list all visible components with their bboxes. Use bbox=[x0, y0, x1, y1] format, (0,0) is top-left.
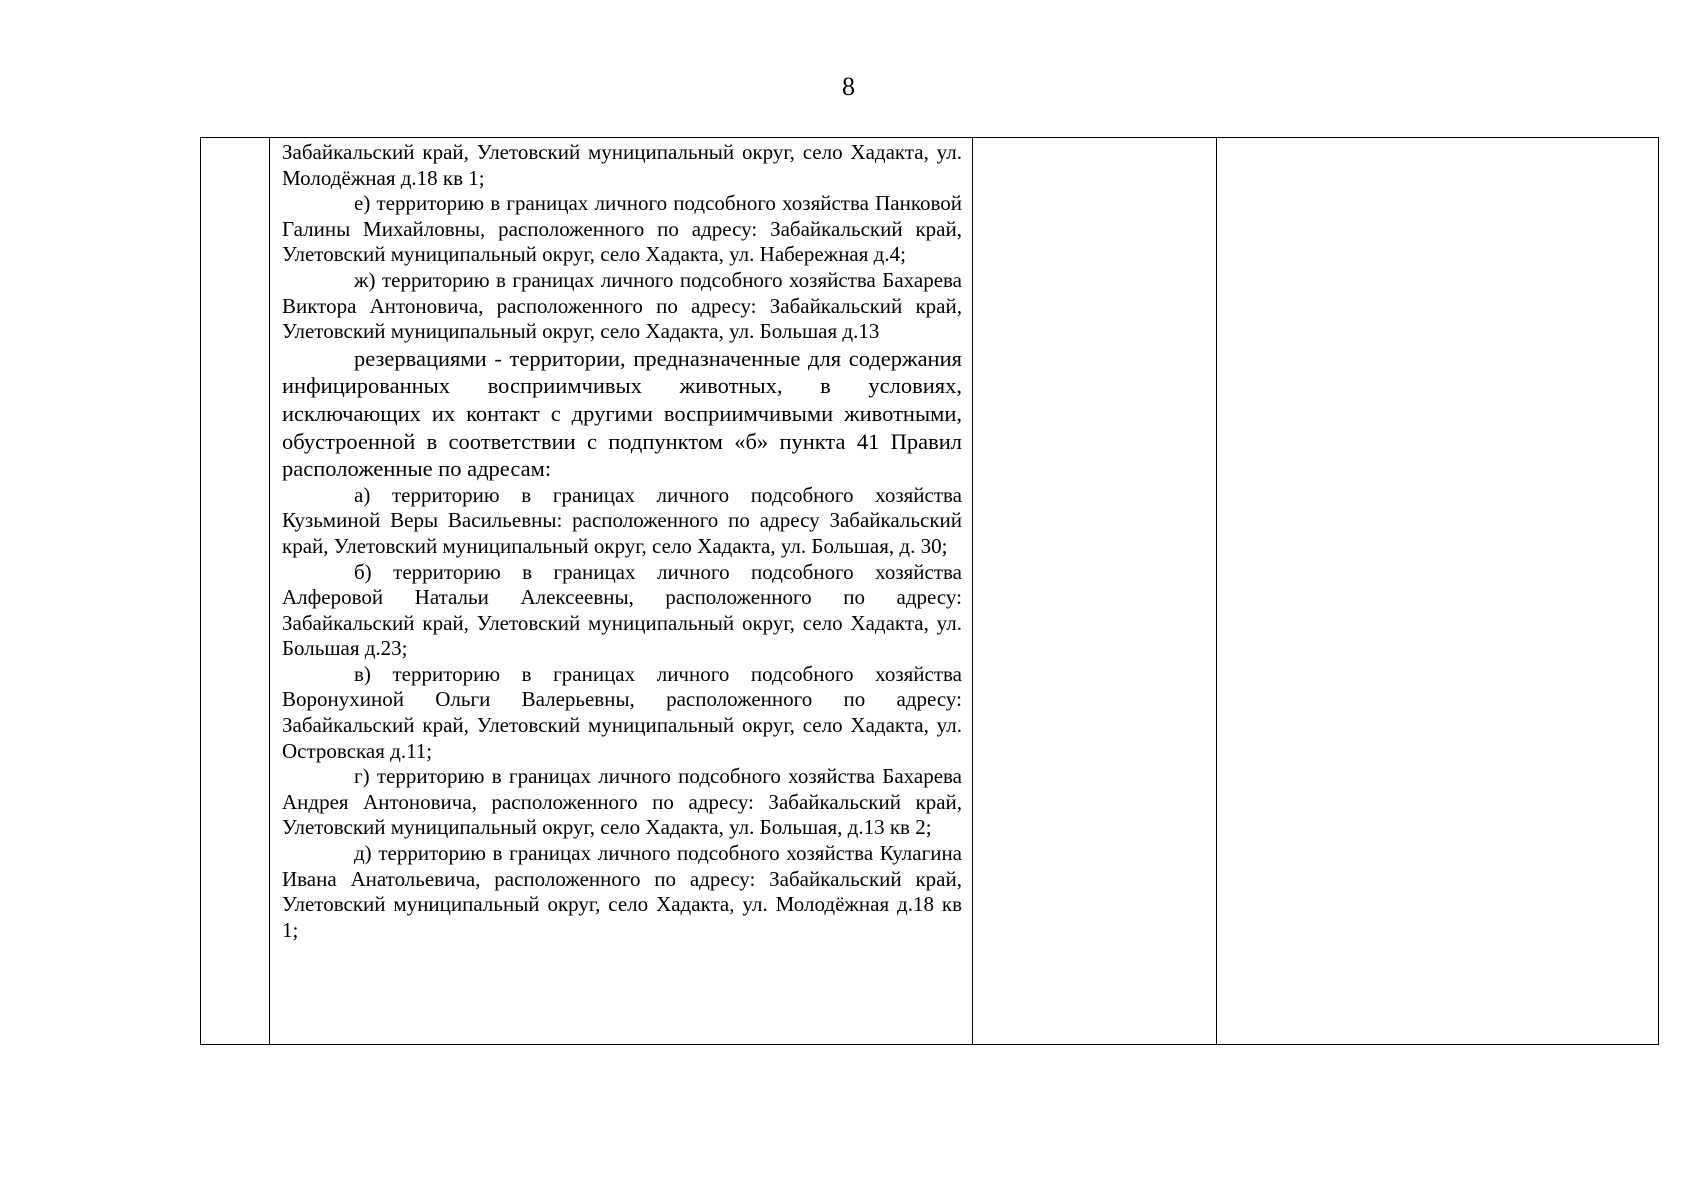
page-number: 8 bbox=[842, 72, 855, 101]
paragraph: ж) территорию в границах личного подсобного хозяйства Бахарева Виктора Антоновича, расположенного по адресу: Забайкальский край, Улетовский муниципальный округ, село Хадакта, ул. Большая д.13 bbox=[282, 267, 962, 344]
paragraph: е) территорию в границах личного подсобного хозяйства Панковой Галины Михайловны, расположенного по адресу: Забайкальский край, Улетовский муниципальный округ, село Хадакта, ул. Набережная д.4; bbox=[282, 191, 962, 267]
paragraph: Забайкальский край, Улетовский муниципальный округ, село Хадакта, ул. Молодёжная д.18 кв 1; bbox=[282, 140, 962, 190]
table-column-divider bbox=[1216, 138, 1217, 1044]
paragraph: г) территорию в границах личного подсобного хозяйства Бахарева Андрея Антоновича, расположенного по адресу: Забайкальский край, Улетовский муниципальный округ, село Хадакта, ул. Большая, д.13 кв 2; bbox=[282, 764, 962, 840]
document-table bbox=[200, 137, 1659, 1045]
paragraph: д) территорию в границах личного подсобного хозяйства Кулагина Ивана Анатольевича, расположенного по адресу: Забайкальский край, Улетовский муниципальный округ, село Хадакта, ул. Молодёжная д.18 кв 1; bbox=[282, 841, 962, 942]
paragraph: резервациями - территории, предназначенные для содержания инфицированных восприимчивых животных, в условиях, исключающих их контакт с другими восприимчивыми животными, обустроенной в соответствии с подпунктом «б» пункта 41 Правил расположенные по адресам: bbox=[282, 345, 962, 482]
paragraph: а) территорию в границах личного подсобного хозяйства Кузьминой Веры Васильевны: расположенного по адресу Забайкальский край, Улетовский муниципальный округ, село Хадакта, ул. Большая, д. 30; bbox=[282, 482, 962, 558]
paragraph: в) территорию в границах личного подсобного хозяйства Воронухиной Ольги Валерьевны, расположенного по адресу: Забайкальский край, Улетовский муниципальный округ, село Хадакта, ул. Островская д.11; bbox=[282, 661, 962, 763]
table-column-divider bbox=[269, 138, 270, 1044]
paragraph: б) территорию в границах личного подсобного хозяйства Алферовой Натальи Алексеевны, расположенного по адресу: Забайкальский край, Улетовский муниципальный округ, село Хадакта, ул. Большая д.23; bbox=[282, 559, 962, 661]
table-column-divider bbox=[972, 138, 973, 1044]
table-cell-text bbox=[282, 140, 962, 943]
